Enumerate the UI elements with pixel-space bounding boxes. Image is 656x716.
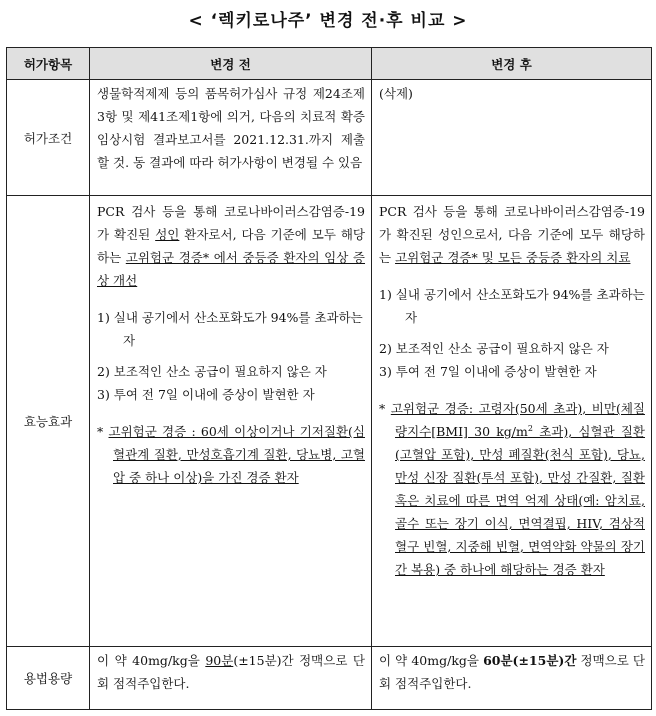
dosage-before xyxy=(90,647,372,710)
footnote-text: 고위험군 경증 : 60세 이상이거나 기저질환(심혈관계 질환, 만성호흡기계 질환, 당뇨병, 고혈압 중 하나 이상)을 가진 경증 환자 xyxy=(108,424,365,485)
comparison-table xyxy=(6,47,652,710)
criteria-item-2: 2) 보조적인 산소 공급이 필요하지 않은 자 xyxy=(379,341,609,356)
text-run: PCR 검사 등을 통해 코로나바이러스감염증-19가 확진된 성인으로서, 다음 기준에 모두 해당하는 xyxy=(379,204,645,265)
efficacy-before-intro xyxy=(97,196,365,292)
header-before: 변경 전 xyxy=(90,48,372,80)
condition-after-text: (삭제) xyxy=(379,86,413,101)
efficacy-before xyxy=(90,196,372,647)
footnote-text xyxy=(391,401,645,577)
text-run: 정맥으로 단회 점적주입한다. xyxy=(379,653,645,691)
table-row-dosage xyxy=(7,647,652,710)
condition-before xyxy=(90,80,372,196)
text-run-underlined: 고위험군 경증* 에서 중등증 환자의 임상 증상 개선 xyxy=(97,250,366,288)
page-title: < ‘렉키로나주’ 변경 전·후 비교 > xyxy=(188,11,468,31)
row-label-condition: 허가조건 xyxy=(7,80,90,196)
text-run-underlined: 성인 xyxy=(155,227,180,242)
table-row-condition xyxy=(7,80,652,196)
footnote-mark: * xyxy=(97,424,109,439)
header-item: 허가항목 xyxy=(7,48,90,80)
footnote-mark: * xyxy=(379,401,391,416)
text-run: 이 약 40mg/kg을 xyxy=(97,653,206,668)
text-run-underlined: 고위험군 경증* 및 모든 중등증 환자의 치료 xyxy=(395,250,631,265)
table-row-efficacy xyxy=(7,196,652,647)
dosage-before-text xyxy=(97,647,365,695)
dosage-after-text xyxy=(379,647,645,695)
condition-before-text: 생물학적제제 등의 품목허가심사 규정 제24조제3항 및 제41조제1항에 의거, 다음의 치료적 확증임상시험 결과보고서를 2021.12.31.까지 제출할 것. 동 결과에 따라 허가사항이 변경될 수 있음 xyxy=(97,86,365,170)
criteria-item-1: 1) 실내 공기에서 산소포화도가 94%를 초과하는 자 xyxy=(97,310,363,348)
superscript: 2 xyxy=(527,423,533,433)
text-run-underlined: 90분 xyxy=(205,653,234,668)
header-after: 변경 후 xyxy=(372,48,652,80)
dosage-after xyxy=(372,647,652,710)
text-run: (±15분)간 정맥으로 단회 점적주입한다. xyxy=(97,653,365,691)
row-label-efficacy: 효능효과 xyxy=(7,196,90,647)
criteria-item-1: 1) 실내 공기에서 산소포화도가 94%를 초과하는 자 xyxy=(379,287,645,325)
text-run: 초과), 심혈관 질환(고혈압 포함), 만성 폐질환(천식 포함), 당뇨, 만성 신장 질환(투석 포함), 만성 간질환, 질환 혹은 치료에 따른 면역 억제 상태(예: 암치료, 골수 또는 장기 이식, 면역결핍, HIV, 겸상적혈구 빈혈, 지중해 빈혈, 면역약화 약물의 장기간 복용) 중 하나에 해당하는 경증 환자 xyxy=(395,424,646,577)
footnote-after xyxy=(379,397,645,581)
condition-after xyxy=(372,80,652,196)
efficacy-after-intro xyxy=(379,196,645,269)
text-run: 고위험군 경증: 고령자(50세 초과), 비만(체질량지수[BMI] 30 kg/m xyxy=(390,401,645,439)
text-run: 환자로서, 다음 기준에 모두 해당하는 xyxy=(97,227,365,265)
text-run: PCR 검사 등을 통해 코로나바이러스감염증-19가 확진된 xyxy=(97,204,365,242)
criteria-item-3: 3) 투여 전 7일 이내에 증상이 발현한 자 xyxy=(97,387,315,402)
footnote-before xyxy=(97,420,365,489)
row-label-dosage: 용법용량 xyxy=(7,647,90,710)
efficacy-after xyxy=(372,196,652,647)
criteria-item-2: 2) 보조적인 산소 공급이 필요하지 않은 자 xyxy=(97,364,327,379)
text-run: 이 약 40mg/kg을 xyxy=(379,653,484,668)
criteria-item-3: 3) 투여 전 7일 이내에 증상이 발현한 자 xyxy=(379,364,597,379)
text-run-bold: 60분(±15분)간 xyxy=(483,653,577,668)
table-header-row xyxy=(7,48,652,80)
